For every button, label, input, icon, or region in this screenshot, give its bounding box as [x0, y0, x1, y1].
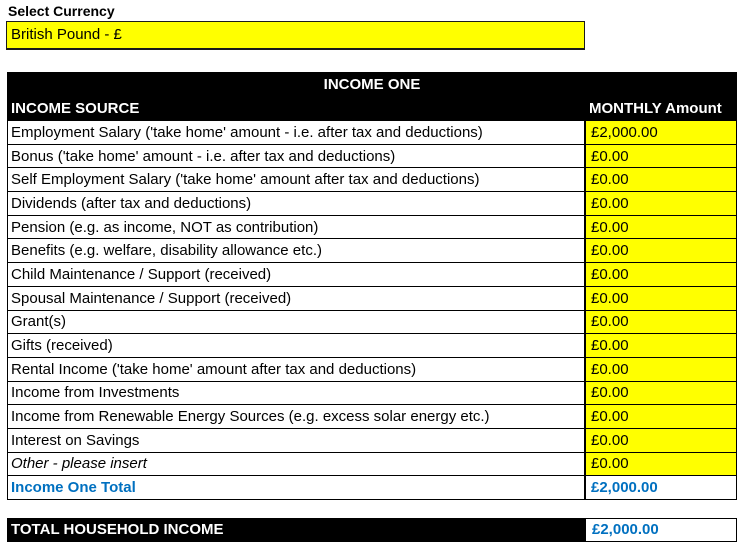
table-row — [8, 191, 736, 215]
income-source-label: Gifts (received) — [8, 334, 586, 357]
income-source-label: Grant(s) — [8, 311, 586, 334]
currency-select[interactable]: British Pound - £ — [6, 21, 585, 50]
monthly-amount-cell[interactable]: £0.00 — [586, 311, 736, 334]
table-row — [8, 238, 736, 262]
income-source-label: Employment Salary ('take home' amount - i.e. after tax and deductions) — [8, 121, 586, 144]
table-header-row — [8, 97, 736, 120]
monthly-amount-cell[interactable]: £0.00 — [586, 382, 736, 405]
monthly-amount-cell[interactable]: £0.00 — [586, 358, 736, 381]
monthly-amount-cell[interactable]: £0.00 — [586, 453, 736, 476]
income-source-label: Child Maintenance / Support (received) — [8, 263, 586, 286]
monthly-amount-cell[interactable]: £0.00 — [586, 263, 736, 286]
table-row — [8, 215, 736, 239]
monthly-amount-cell[interactable]: £0.00 — [586, 216, 736, 239]
income-one-table — [7, 72, 737, 500]
income-source-label: Income from Investments — [8, 382, 586, 405]
monthly-amount-cell[interactable]: £0.00 — [586, 429, 736, 452]
income-source-label: Bonus ('take home' amount - i.e. after tax and deductions) — [8, 145, 586, 168]
table-row — [8, 310, 736, 334]
table-row — [8, 120, 736, 144]
total-household-income-bar — [7, 518, 737, 542]
table-row — [8, 428, 736, 452]
income-one-total-label: Income One Total — [8, 476, 586, 499]
income-one-total-amount: £2,000.00 — [586, 476, 736, 499]
total-household-income-label: TOTAL HOUSEHOLD INCOME — [7, 518, 585, 542]
monthly-amount-cell[interactable]: £0.00 — [586, 334, 736, 357]
monthly-amount-cell[interactable]: £0.00 — [586, 192, 736, 215]
table-row — [8, 452, 736, 476]
table-row — [8, 286, 736, 310]
income-source-label: Other - please insert — [8, 453, 586, 476]
income-one-total-row — [8, 475, 736, 499]
income-source-label: Interest on Savings — [8, 429, 586, 452]
income-source-label: Rental Income ('take home' amount after tax and deductions) — [8, 358, 586, 381]
monthly-amount-cell[interactable]: £0.00 — [586, 145, 736, 168]
income-source-label: Dividends (after tax and deductions) — [8, 192, 586, 215]
table-row — [8, 262, 736, 286]
table-row — [8, 333, 736, 357]
total-household-income-amount: £2,000.00 — [585, 518, 737, 542]
income-source-label: Self Employment Salary ('take home' amount after tax and deductions) — [8, 168, 586, 191]
income-source-label: Pension (e.g. as income, NOT as contribution) — [8, 216, 586, 239]
income-source-label: Income from Renewable Energy Sources (e.g. excess solar energy etc.) — [8, 405, 586, 428]
income-source-label: Benefits (e.g. welfare, disability allowance etc.) — [8, 239, 586, 262]
table-row — [8, 357, 736, 381]
monthly-amount-cell[interactable]: £2,000.00 — [586, 121, 736, 144]
monthly-amount-cell[interactable]: £0.00 — [586, 287, 736, 310]
column-header-monthly-amount: MONTHLY Amount — [589, 100, 722, 117]
table-row — [8, 404, 736, 428]
column-header-income-source: INCOME SOURCE — [11, 100, 140, 117]
table-row — [8, 381, 736, 405]
monthly-amount-cell[interactable]: £0.00 — [586, 168, 736, 191]
monthly-amount-cell[interactable]: £0.00 — [586, 405, 736, 428]
monthly-amount-cell[interactable]: £0.00 — [586, 239, 736, 262]
income-source-label: Spousal Maintenance / Support (received) — [8, 287, 586, 310]
table-row — [8, 167, 736, 191]
select-currency-label: Select Currency — [8, 3, 115, 19]
table-title: INCOME ONE — [8, 73, 736, 97]
income-rows — [8, 120, 736, 475]
table-row — [8, 144, 736, 168]
